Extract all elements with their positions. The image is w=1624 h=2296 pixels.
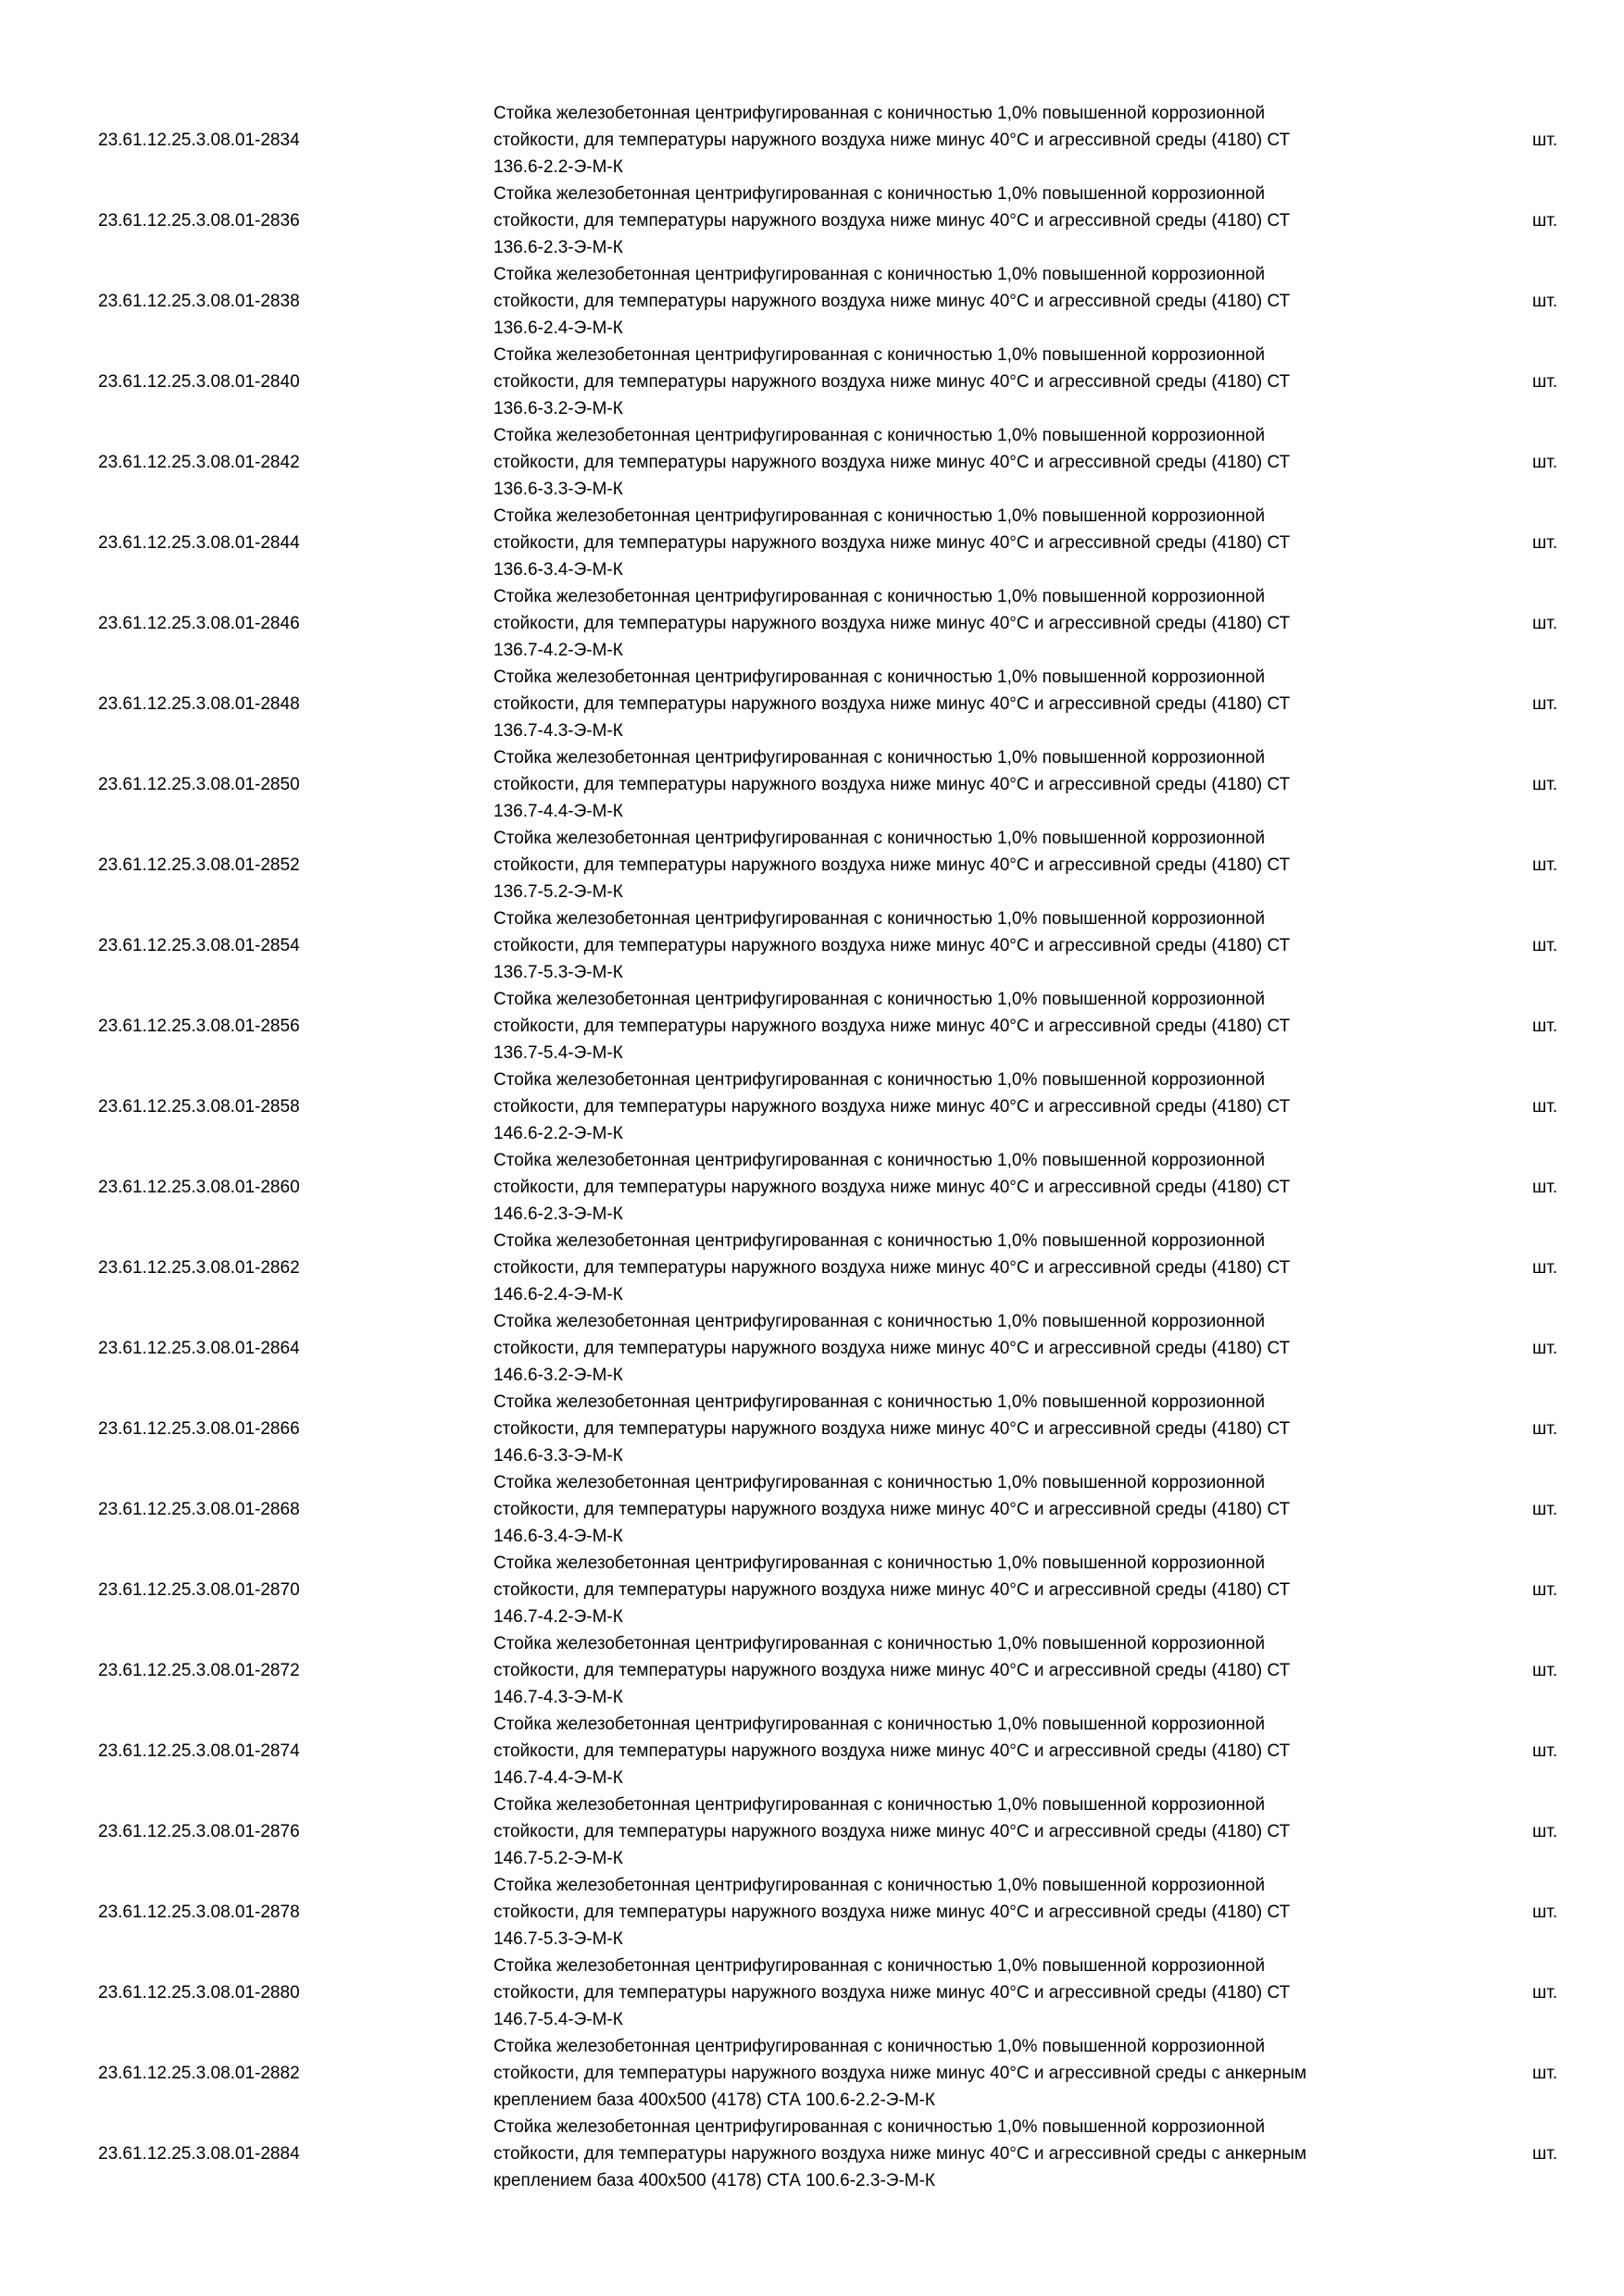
unit-of-measure: шт. [1532, 131, 1558, 150]
resource-code: 23.61.12.25.3.08.01-2874 [98, 1741, 300, 1761]
unit-of-measure: шт. [1532, 2144, 1558, 2164]
resource-code: 23.61.12.25.3.08.01-2876 [98, 1822, 300, 1841]
unit-of-measure: шт. [1532, 1580, 1558, 1600]
table-row [0, 1550, 1624, 1630]
table-row [0, 1711, 1624, 1791]
resource-description: Стойка железобетонная центрифугированная с коничностью 1,0% повышенной коррозионной стойкости, для температуры наружного воздуха ниже минус 40°С и агрессивной среды (4180) СТ 146.7-5.3-Э-М-К [493, 1876, 1291, 1949]
resource-description: Стойка железобетонная центрифугированная с коничностью 1,0% повышенной коррозионной стойкости, для температуры наружного воздуха ниже минус 40°С и агрессивной среды (4180) СТ 146.6-2.3-Э-М-К [493, 1151, 1291, 1224]
resource-description: Стойка железобетонная центрифугированная с коничностью 1,0% повышенной коррозионной стойкости, для температуры наружного воздуха ниже минус 40°С и агрессивной среды с анкерным креплением база 400х500 (4178) СТА 100.6-2.3-Э-М-К [493, 2117, 1307, 2190]
resource-code: 23.61.12.25.3.08.01-2868 [98, 1500, 300, 1519]
unit-of-measure: шт. [1532, 855, 1558, 875]
resource-description: Стойка железобетонная центрифугированная с коничностью 1,0% повышенной коррозионной стойкости, для температуры наружного воздуха ниже минус 40°С и агрессивной среды (4180) СТ 136.6-2.3-Э-М-К [493, 184, 1291, 257]
resource-description: Стойка железобетонная центрифугированная с коничностью 1,0% повышенной коррозионной стойкости, для температуры наружного воздуха ниже минус 40°С и агрессивной среды (4180) СТ 146.7-5.2-Э-М-К [493, 1795, 1291, 1868]
price-list-table [0, 100, 1624, 2194]
resource-description: Стойка железобетонная центрифугированная с коничностью 1,0% повышенной коррозионной стойкости, для температуры наружного воздуха ниже минус 40°С и агрессивной среды (4180) СТ 136.6-3.2-Э-М-К [493, 345, 1291, 418]
resource-description: Стойка железобетонная центрифугированная с коничностью 1,0% повышенной коррозионной стойкости, для температуры наружного воздуха ниже минус 40°С и агрессивной среды (4180) СТ 136.7-4.2-Э-М-К [493, 587, 1291, 660]
table-row [0, 664, 1624, 744]
resource-code: 23.61.12.25.3.08.01-2848 [98, 694, 300, 714]
resource-code: 23.61.12.25.3.08.01-2836 [98, 211, 300, 231]
unit-of-measure: шт. [1532, 453, 1558, 472]
table-row [0, 261, 1624, 342]
table-row [0, 1067, 1624, 1147]
table-row [0, 2033, 1624, 2114]
unit-of-measure: шт. [1532, 694, 1558, 714]
resource-code: 23.61.12.25.3.08.01-2840 [98, 372, 300, 392]
table-row [0, 1147, 1624, 1228]
table-row [0, 744, 1624, 825]
table-row [0, 986, 1624, 1067]
table-row [0, 1953, 1624, 2033]
resource-description: Стойка железобетонная центрифугированная с коничностью 1,0% повышенной коррозионной стойкости, для температуры наружного воздуха ниже минус 40°С и агрессивной среды (4180) СТ 146.6-2.4-Э-М-К [493, 1231, 1291, 1304]
unit-of-measure: шт. [1532, 1983, 1558, 2003]
resource-description: Стойка железобетонная центрифугированная с коничностью 1,0% повышенной коррозионной стойкости, для температуры наружного воздуха ниже минус 40°С и агрессивной среды (4180) СТ 136.6-2.4-Э-М-К [493, 265, 1291, 338]
unit-of-measure: шт. [1532, 1419, 1558, 1439]
table-row [0, 342, 1624, 422]
table-row [0, 181, 1624, 261]
resource-description: Стойка железобетонная центрифугированная с коничностью 1,0% повышенной коррозионной стойкости, для температуры наружного воздуха ниже минус 40°С и агрессивной среды (4180) СТ 136.6-3.4-Э-М-К [493, 506, 1291, 580]
resource-code: 23.61.12.25.3.08.01-2870 [98, 1580, 300, 1600]
unit-of-measure: шт. [1532, 372, 1558, 392]
unit-of-measure: шт. [1532, 1178, 1558, 1197]
resource-description: Стойка железобетонная центрифугированная с коничностью 1,0% повышенной коррозионной стойкости, для температуры наружного воздуха ниже минус 40°С и агрессивной среды (4180) СТ 146.6-2.2-Э-М-К [493, 1070, 1291, 1143]
table-row [0, 1791, 1624, 1872]
unit-of-measure: шт. [1532, 775, 1558, 794]
unit-of-measure: шт. [1532, 614, 1558, 633]
resource-description: Стойка железобетонная центрифугированная с коничностью 1,0% повышенной коррозионной стойкости, для температуры наружного воздуха ниже минус 40°С и агрессивной среды (4180) СТ 146.7-5.4-Э-М-К [493, 1956, 1291, 2029]
unit-of-measure: шт. [1532, 2064, 1558, 2083]
resource-code: 23.61.12.25.3.08.01-2842 [98, 453, 300, 472]
resource-code: 23.61.12.25.3.08.01-2878 [98, 1903, 300, 1922]
resource-description: Стойка железобетонная центрифугированная с коничностью 1,0% повышенной коррозионной стойкости, для температуры наружного воздуха ниже минус 40°С и агрессивной среды (4180) СТ 146.6-3.3-Э-М-К [493, 1392, 1291, 1466]
resource-code: 23.61.12.25.3.08.01-2850 [98, 775, 300, 794]
unit-of-measure: шт. [1532, 1661, 1558, 1680]
unit-of-measure: шт. [1532, 936, 1558, 955]
resource-code: 23.61.12.25.3.08.01-2862 [98, 1258, 300, 1278]
resource-description: Стойка железобетонная центрифугированная с коничностью 1,0% повышенной коррозионной стойкости, для температуры наружного воздуха ниже минус 40°С и агрессивной среды (4180) СТ 146.7-4.4-Э-М-К [493, 1715, 1291, 1788]
unit-of-measure: шт. [1532, 1097, 1558, 1117]
unit-of-measure: шт. [1532, 533, 1558, 553]
resource-code: 23.61.12.25.3.08.01-2872 [98, 1661, 300, 1680]
unit-of-measure: шт. [1532, 292, 1558, 311]
unit-of-measure: шт. [1532, 1903, 1558, 1922]
unit-of-measure: шт. [1532, 211, 1558, 231]
table-row [0, 825, 1624, 905]
unit-of-measure: шт. [1532, 1741, 1558, 1761]
table-row [0, 583, 1624, 664]
unit-of-measure: шт. [1532, 1017, 1558, 1036]
resource-description: Стойка железобетонная центрифугированная с коничностью 1,0% повышенной коррозионной стойкости, для температуры наружного воздуха ниже минус 40°С и агрессивной среды (4180) СТ 146.6-3.2-Э-М-К [493, 1312, 1291, 1385]
resource-code: 23.61.12.25.3.08.01-2838 [98, 292, 300, 311]
table-row [0, 1389, 1624, 1469]
resource-code: 23.61.12.25.3.08.01-2860 [98, 1178, 300, 1197]
unit-of-measure: шт. [1532, 1500, 1558, 1519]
table-row [0, 1872, 1624, 1953]
resource-description: Стойка железобетонная центрифугированная с коничностью 1,0% повышенной коррозионной стойкости, для температуры наружного воздуха ниже минус 40°С и агрессивной среды (4180) СТ 136.7-4.3-Э-М-К [493, 668, 1291, 741]
resource-description: Стойка железобетонная центрифугированная с коничностью 1,0% повышенной коррозионной стойкости, для температуры наружного воздуха ниже минус 40°С и агрессивной среды (4180) СТ 146.6-3.4-Э-М-К [493, 1473, 1291, 1546]
table-row [0, 1308, 1624, 1389]
table-row [0, 1228, 1624, 1308]
resource-code: 23.61.12.25.3.08.01-2858 [98, 1097, 300, 1117]
table-row [0, 905, 1624, 986]
resource-code: 23.61.12.25.3.08.01-2844 [98, 533, 300, 553]
resource-code: 23.61.12.25.3.08.01-2846 [98, 614, 300, 633]
unit-of-measure: шт. [1532, 1339, 1558, 1358]
table-row [0, 422, 1624, 503]
table-row [0, 1469, 1624, 1550]
resource-description: Стойка железобетонная центрифугированная с коничностью 1,0% повышенной коррозионной стойкости, для температуры наружного воздуха ниже минус 40°С и агрессивной среды с анкерным креплением база 400х500 (4178) СТА 100.6-2.2-Э-М-К [493, 2037, 1307, 2110]
resource-code: 23.61.12.25.3.08.01-2852 [98, 855, 300, 875]
unit-of-measure: шт. [1532, 1258, 1558, 1278]
resource-code: 23.61.12.25.3.08.01-2834 [98, 131, 300, 150]
resource-description: Стойка железобетонная центрифугированная с коничностью 1,0% повышенной коррозионной стойкости, для температуры наружного воздуха ниже минус 40°С и агрессивной среды (4180) СТ 136.7-4.4-Э-М-К [493, 748, 1291, 821]
resource-code: 23.61.12.25.3.08.01-2854 [98, 936, 300, 955]
resource-code: 23.61.12.25.3.08.01-2882 [98, 2064, 300, 2083]
resource-description: Стойка железобетонная центрифугированная с коничностью 1,0% повышенной коррозионной стойкости, для температуры наружного воздуха ниже минус 40°С и агрессивной среды (4180) СТ 136.7-5.3-Э-М-К [493, 909, 1291, 982]
resource-code: 23.61.12.25.3.08.01-2866 [98, 1419, 300, 1439]
resource-code: 23.61.12.25.3.08.01-2884 [98, 2144, 300, 2164]
resource-description: Стойка железобетонная центрифугированная с коничностью 1,0% повышенной коррозионной стойкости, для температуры наружного воздуха ниже минус 40°С и агрессивной среды (4180) СТ 136.6-2.2-Э-М-К [493, 104, 1291, 177]
table-row [0, 1630, 1624, 1711]
resource-code: 23.61.12.25.3.08.01-2856 [98, 1017, 300, 1036]
resource-description: Стойка железобетонная центрифугированная с коничностью 1,0% повышенной коррозионной стойкости, для температуры наружного воздуха ниже минус 40°С и агрессивной среды (4180) СТ 136.6-3.3-Э-М-К [493, 426, 1291, 499]
resource-description: Стойка железобетонная центрифугированная с коничностью 1,0% повышенной коррозионной стойкости, для температуры наружного воздуха ниже минус 40°С и агрессивной среды (4180) СТ 146.7-4.3-Э-М-К [493, 1634, 1291, 1707]
table-row [0, 2114, 1624, 2194]
resource-code: 23.61.12.25.3.08.01-2864 [98, 1339, 300, 1358]
unit-of-measure: шт. [1532, 1822, 1558, 1841]
resource-description: Стойка железобетонная центрифугированная с коничностью 1,0% повышенной коррозионной стойкости, для температуры наружного воздуха ниже минус 40°С и агрессивной среды (4180) СТ 136.7-5.2-Э-М-К [493, 829, 1291, 902]
resource-description: Стойка железобетонная центрифугированная с коничностью 1,0% повышенной коррозионной стойкости, для температуры наружного воздуха ниже минус 40°С и агрессивной среды (4180) СТ 146.7-4.2-Э-М-К [493, 1554, 1291, 1627]
resource-code: 23.61.12.25.3.08.01-2880 [98, 1983, 300, 2003]
table-row [0, 100, 1624, 181]
resource-description: Стойка железобетонная центрифугированная с коничностью 1,0% повышенной коррозионной стойкости, для температуры наружного воздуха ниже минус 40°С и агрессивной среды (4180) СТ 136.7-5.4-Э-М-К [493, 990, 1291, 1063]
table-row [0, 503, 1624, 583]
